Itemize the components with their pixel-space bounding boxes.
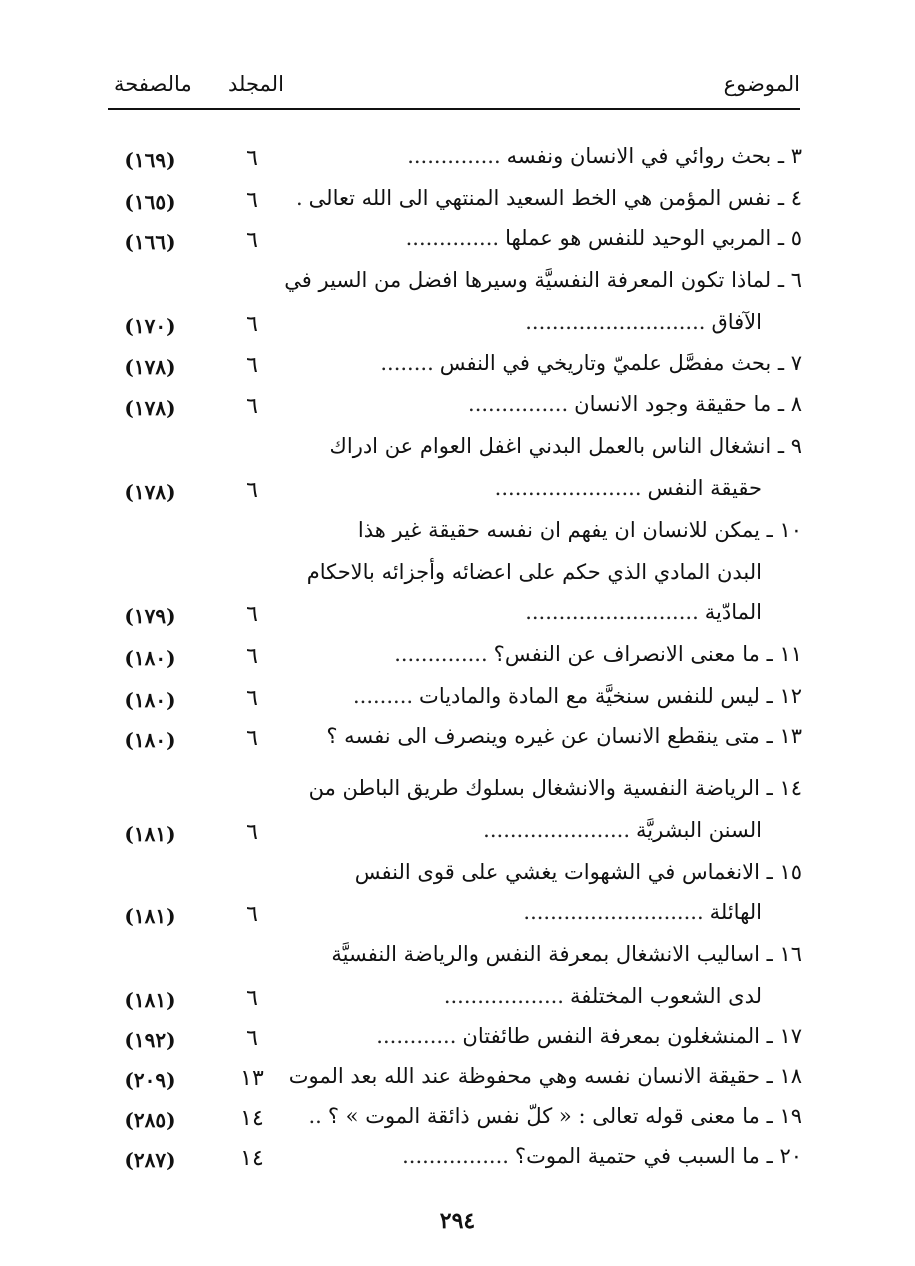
toc-entry-text	[295, 186, 802, 210]
toc-volume: ٦	[246, 312, 258, 337]
toc-leader-dots: ..............	[407, 144, 501, 168]
toc-entry-title: المادّية	[704, 600, 762, 624]
toc-entry-text	[302, 434, 802, 458]
toc-entry-title: الآفاق	[711, 310, 762, 334]
header-page: مالصفحة	[114, 72, 192, 96]
toc-entry-text	[302, 144, 802, 168]
toc-leader-dots: ...........................	[523, 900, 704, 924]
toc-entry-text	[302, 724, 802, 748]
toc-row	[100, 898, 802, 934]
toc-entry-title: ١١ ـ ما معنى الانصراف عن النفس؟	[493, 642, 802, 666]
toc-volume: ٦	[246, 986, 258, 1011]
toc-row	[100, 142, 802, 178]
toc-page: (١٨٠)	[124, 688, 176, 712]
toc-entry-title: ١٣ ـ متى ينقطع الانسان عن غيره وينصرف الى نفسه ؟	[326, 724, 802, 748]
toc-entry-text	[302, 351, 802, 375]
toc-row	[100, 349, 802, 385]
toc-volume: ٦	[246, 478, 258, 503]
toc-row	[100, 1022, 802, 1058]
toc-entry-text	[302, 942, 802, 966]
toc-row	[100, 432, 802, 468]
toc-leader-dots: .........	[352, 684, 414, 708]
toc-row	[100, 774, 802, 810]
toc-volume: ٦	[246, 644, 258, 669]
toc-leader-dots: ..	[308, 1104, 322, 1128]
toc-row	[100, 308, 802, 344]
toc-entry-title: ٩ ـ انشغال الناس بالعمل البدني اغفل العوام عن ادراك	[329, 434, 802, 458]
toc-entry-text	[302, 392, 802, 416]
toc-row	[100, 940, 802, 976]
toc-page: (١٧٨)	[124, 355, 176, 379]
toc-row	[100, 390, 802, 426]
toc-volume: ٦	[246, 602, 258, 627]
toc-entry-text	[302, 860, 802, 884]
toc-row	[100, 516, 802, 552]
toc-volume: ٦	[246, 394, 258, 419]
toc-entry-text	[302, 560, 762, 584]
toc-entry-text	[302, 1144, 802, 1168]
toc-page: (١٧٠)	[124, 314, 176, 338]
toc-leader-dots: ...............	[468, 392, 569, 416]
toc-page: (١٨١)	[124, 822, 176, 846]
toc-entry-text	[302, 600, 762, 624]
toc-entry-title: ١٠ ـ يمكن للانسان ان يفهم ان نفسه حقيقة غير هذا	[357, 518, 802, 542]
toc-page: (١٦٩)	[124, 148, 176, 172]
toc-volume: ٦	[246, 188, 258, 213]
toc-entry-text	[302, 310, 762, 334]
toc-volume: ٦	[246, 902, 258, 927]
toc-leader-dots: ..........................	[525, 600, 699, 624]
toc-volume: ٦	[246, 820, 258, 845]
toc-entry-title: ٧ ـ بحث مفصَّل علميّ وتاريخي في النفس	[439, 351, 802, 375]
toc-entry-text	[302, 776, 802, 800]
toc-entry-text	[302, 1024, 802, 1048]
toc-volume: ٦	[246, 228, 258, 253]
toc-volume: ٦	[246, 686, 258, 711]
toc-page: (١٧٨)	[124, 480, 176, 504]
toc-page: (٢٠٩)	[124, 1068, 176, 1092]
toc-entry-text	[302, 226, 802, 250]
toc-row	[100, 858, 802, 894]
toc-row	[100, 816, 802, 852]
toc-leader-dots: .	[295, 186, 303, 210]
toc-entry-text	[302, 518, 802, 542]
toc-volume: ٦	[246, 1026, 258, 1051]
toc-leader-dots: ......................	[494, 476, 642, 500]
toc-volume: ٦	[246, 146, 258, 171]
toc-entry-title: ١٧ ـ المنشغلون بمعرفة النفس طائفتان	[462, 1024, 802, 1048]
header-rule	[108, 108, 800, 110]
toc-page: (١٩٢)	[124, 1028, 176, 1052]
toc-leader-dots: ...........................	[525, 310, 706, 334]
toc-volume: ١٤	[240, 1106, 264, 1131]
toc-row	[100, 1142, 802, 1178]
toc-volume: ١٣	[240, 1066, 264, 1091]
toc-entry-title: ٤ ـ نفس المؤمن هي الخط السعيد المنتهي الى الله تعالى	[308, 186, 802, 210]
toc-entry-title: ١٩ ـ ما معنى قوله تعالى : « كلّ نفس ذائقة الموت » ؟	[327, 1104, 802, 1128]
toc-row	[100, 558, 802, 594]
toc-entry-text	[302, 476, 762, 500]
toc-row	[100, 982, 802, 1018]
toc-entry-text	[302, 900, 762, 924]
toc-entry-title: ٢٠ ـ ما السبب في حتمية الموت؟	[514, 1144, 802, 1168]
toc-leader-dots: ................	[402, 1144, 509, 1168]
toc-entry-title: ١٥ ـ الانغماس في الشهوات يغشي على قوى النفس	[354, 860, 802, 884]
toc-entry-title: البدن المادي الذي حكم على اعضائه وأجزائه بالاحكام	[306, 560, 762, 584]
toc-volume: ٦	[246, 726, 258, 751]
toc-entry-title: ٣ ـ بحث روائي في الانسان ونفسه	[506, 144, 802, 168]
toc-row	[100, 224, 802, 260]
toc-row	[100, 266, 802, 302]
toc-entry-title: حقيقة النفس	[647, 476, 762, 500]
toc-entry-title: ١٦ ـ اساليب الانشغال بمعرفة النفس والرياضة النفسيَّة	[331, 942, 802, 966]
toc-row	[100, 184, 802, 220]
toc-page: (٢٨٥)	[124, 1108, 176, 1132]
toc-row	[100, 474, 802, 510]
toc-volume: ٦	[246, 353, 258, 378]
toc-entry-title: ٨ ـ ما حقيقة وجود الانسان	[574, 392, 802, 416]
toc-page: (١٨١)	[124, 988, 176, 1012]
toc-row	[100, 1062, 802, 1098]
toc-row	[100, 1102, 802, 1138]
toc-page: (١٦٥)	[124, 190, 176, 214]
toc-page: (٢٨٧)	[124, 1148, 176, 1172]
toc-entry-title: لدى الشعوب المختلفة	[569, 984, 762, 1008]
toc-entry-text	[302, 684, 802, 708]
table-header	[108, 68, 800, 104]
toc-entry-title: ١٨ ـ حقيقة الانسان نفسه وهي محفوظة عند الله بعد الموت	[288, 1064, 802, 1088]
toc-entry-title: ١٤ ـ الرياضة النفسية والانشغال بسلوك طريق الباطن من	[308, 776, 802, 800]
toc-entry-text	[302, 1104, 802, 1128]
toc-page: (١٧٨)	[124, 396, 176, 420]
toc-row	[100, 598, 802, 634]
toc-leader-dots: ......................	[483, 818, 631, 842]
toc-entry-text	[284, 268, 802, 292]
toc-entry-text	[302, 984, 762, 1008]
page-number: ٢٩٤	[439, 1208, 476, 1234]
toc-volume: ١٤	[240, 1146, 264, 1171]
toc-page: (١٦٦)	[124, 230, 176, 254]
toc-page: (١٨٠)	[124, 728, 176, 752]
toc-leader-dots: ............	[376, 1024, 457, 1048]
toc-entry-title: ٥ ـ المربي الوحيد للنفس هو عملها	[505, 226, 802, 250]
header-topic: الموضوع	[723, 72, 800, 96]
toc-entry-title: ١٢ ـ ليس للنفس سنخيَّة مع المادة والماديات	[419, 684, 802, 708]
toc-row	[100, 722, 802, 758]
header-volume: المجلد	[228, 72, 284, 96]
toc-row	[100, 682, 802, 718]
toc-page: (١٨١)	[124, 904, 176, 928]
toc-leader-dots: ........	[380, 351, 434, 375]
toc-entry-text	[302, 642, 802, 666]
toc-entry-text	[288, 1064, 802, 1088]
toc-page: (١٧٩)	[124, 604, 176, 628]
toc-entry-title: الهائلة	[709, 900, 762, 924]
toc-leader-dots: ..................	[443, 984, 564, 1008]
toc-row	[100, 640, 802, 676]
toc-leader-dots: ..............	[405, 226, 500, 250]
toc-leader-dots: ..............	[394, 642, 488, 666]
toc-entry-title: السنن البشريَّة	[636, 818, 762, 842]
toc-entry-title: ٦ ـ لماذا تكون المعرفة النفسيَّة وسيرها افضل من السير في	[284, 268, 802, 292]
toc-entry-text	[302, 818, 762, 842]
toc-page: (١٨٠)	[124, 646, 176, 670]
